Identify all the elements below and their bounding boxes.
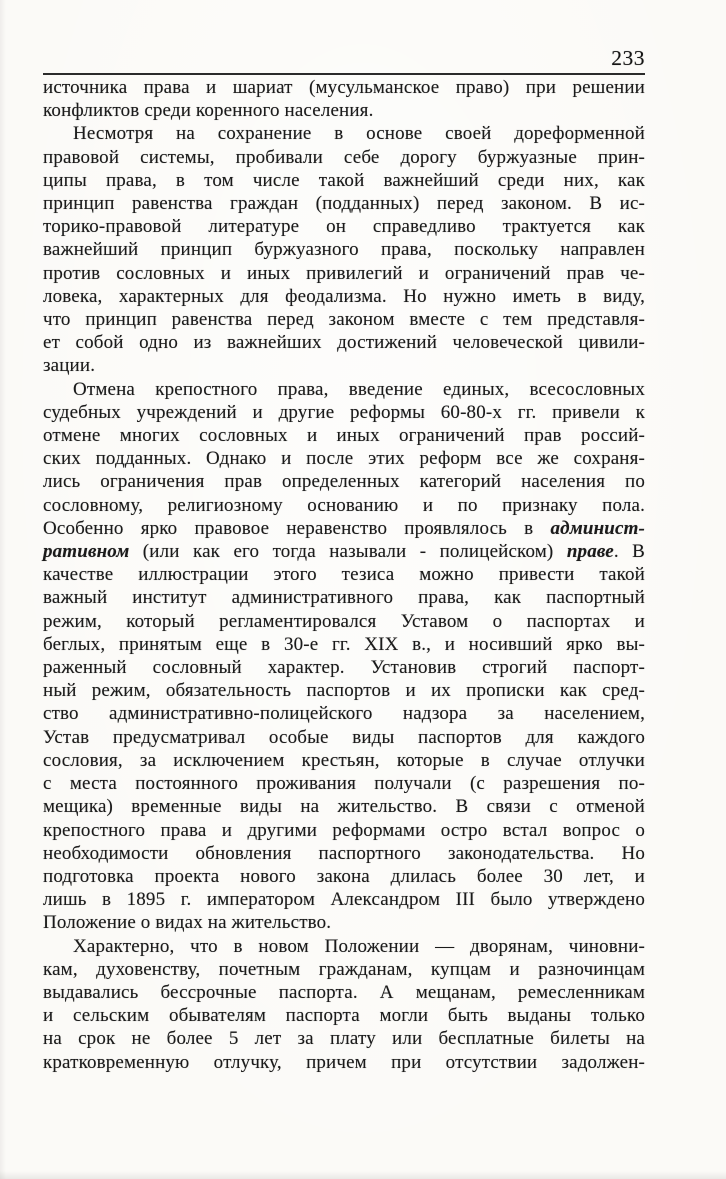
text-line: конфликтов среди коренного населения. [43,100,374,122]
text-line: беглых, принятым еще в 30-е гг. XIX в., и носивший ярко вы- [43,633,645,655]
text-line: сословия, за исключением крестьян, которые в случае отлучки [43,749,645,771]
text-line: сословному, религиозному основанию и по признаку пола. [43,494,645,516]
text-line: крепостного права и другими реформами остро встал вопрос о [43,819,645,841]
text-line: источника права и шариат (мусульманское право) при решении [43,77,645,98]
text-line: торико-правовой литературе он справедливо трактуется как [43,216,645,238]
page-number: 233 [611,46,645,70]
text-line: необходимости обновления паспортного законодательства. Но [43,842,645,864]
text-line: Отмена крепостного права, введение единых, всесословных [73,378,645,400]
text-line: Устав предусматривал особые виды паспортов для каждого [43,726,645,748]
text-line: ловека, характерных для феодализма. Но нужно иметь в виду, [43,285,645,307]
emphasis-administrativnom: админист- [550,517,645,539]
text-line: судебных учреждений и другие реформы 60-80-х гг. привели к [43,401,645,423]
text-line: отмене многих сословных и иных ограничений прав россий- [43,425,645,447]
text-line: ный режим, обязательность паспортов и их прописки как сред- [43,680,645,702]
text-line: принцип равенства граждан (подданных) перед законом. В ис- [43,193,645,215]
text-line: подготовка проекта нового закона длилась более 30 лет, и [43,865,645,887]
text-segment: . В [613,541,645,563]
text-segment: Особенно ярко правовое неравенство проявлялось в [43,517,551,539]
text-line [43,540,645,563]
text-line: с места постоянного проживания получали (с разрешения по- [43,773,645,795]
text-line: ских подданных. Однако и после этих реформ все же сохраня- [43,448,645,470]
text-line: зации. [43,355,96,377]
text-line: раженный сословный характер. Установив строгий паспорт- [43,657,645,679]
text-line: ципы права, в том числе такой важнейший среди них, как [43,169,645,191]
text-line: важный институт административного права, как паспортный [43,587,645,609]
text-line: Положение о видах на жительство. [43,912,332,934]
text-line: Характерно, что в новом Положении — дворянам, чиновни- [73,935,645,957]
text-line: против сословных и иных привилегий и ограничений прав че- [43,262,645,284]
text-line: кам, духовенству, почетным гражданам, купцам и разночинцам [43,958,645,980]
text-line: выдавались бессрочные паспорта. А мещанам, ремесленникам [43,981,645,1003]
text-line: качестве иллюстрации этого тезиса можно привести такой [43,564,645,586]
text-line: и сельским обывателям паспорта могли быть выданы только [43,1005,645,1027]
text-line [43,517,645,540]
text-line: правовой системы, пробивали себе дорогу буржуазные прин- [43,146,645,168]
header-rule [43,73,645,75]
text-line: ет собой одно из важнейших достижений человеческой цивили- [43,332,645,354]
text-line: кратковременную отлучку, причем при отсутствии задолжен- [43,1051,645,1073]
text-segment: (или как его тогда называли - полицейском) [129,541,567,563]
emphasis-prave: праве [566,541,614,563]
text-line: на срок не более 5 лет за плату или бесплатные билеты на [43,1028,645,1050]
text-line: лишь в 1895 г. императором Александром III было утверждено [43,889,645,911]
text-line: важнейший принцип буржуазного права, поскольку направлен [43,239,645,261]
text-line: мещика) временные виды на жительство. В связи с отменой [43,796,645,818]
text-line: ство административно-полицейского надзора за населением, [43,703,645,725]
text-line: Несмотря на сохранение в основе своей дореформенной [73,123,645,145]
text-line: что принцип равенства перед законом вместе с тем представля- [43,309,645,331]
text-line: лись ограничения прав определенных категорий населения по [43,471,645,493]
text-block [43,76,645,1074]
emphasis-rativnom: ративном [43,541,130,563]
text-line: режим, который регламентировался Уставом о паспортах и [43,610,645,632]
